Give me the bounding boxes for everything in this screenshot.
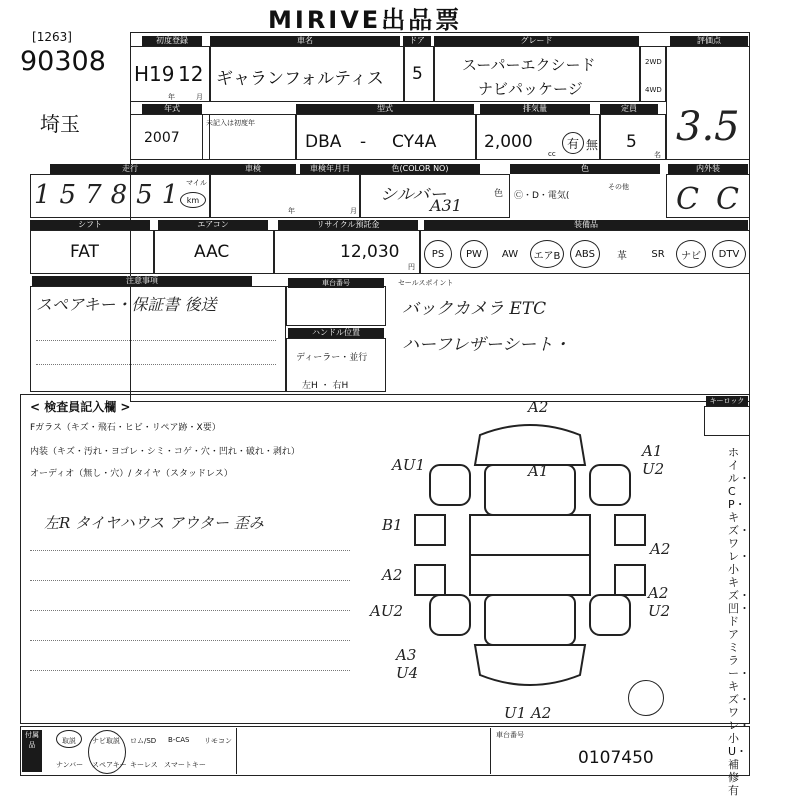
shaken-year-unit: 年 (288, 207, 295, 215)
interior-row: 内装（キズ・汚れ・ヨゴレ・シミ・コゲ・穴・凹れ・破れ・剥れ） (30, 447, 300, 457)
door-count: 5 (412, 64, 423, 84)
equip-dtv: DTV (712, 240, 746, 268)
mark-right-door: A2 (650, 540, 671, 558)
notes-line (36, 340, 276, 341)
equip-pw: PW (460, 240, 488, 268)
acc-navi-manual: ナビ取説 (92, 737, 120, 745)
mark-left-door-front: B1 (382, 516, 403, 534)
grade-line1: スーパーエクシード (462, 56, 596, 74)
acc-manual-circle (56, 730, 82, 748)
color-code: A31 (430, 196, 462, 215)
seats-unit: 名 (654, 151, 661, 159)
mark-left-tail: A3 (396, 646, 417, 664)
unit-year: 年 (168, 93, 175, 101)
score-value: 3.5 (676, 104, 740, 150)
year-value: 2007 (144, 130, 180, 146)
equip-abs: ABS (570, 240, 600, 268)
header-inspection-date: 車検年月日 (300, 164, 360, 174)
acc-rom: ロム/SD (130, 737, 157, 745)
displacement-value: 2,000 (484, 132, 533, 152)
displacement-unit: cc (548, 150, 556, 158)
seats-value: 5 (626, 132, 637, 152)
header-mileage: 走行 (50, 164, 210, 174)
year-note: 未記入は初度年 (206, 119, 255, 127)
key-cell (704, 406, 750, 436)
sales-header: セールスポイント (398, 279, 454, 287)
has-circle: 有 (562, 132, 584, 154)
inspector-line (30, 550, 350, 551)
shaken-cell (210, 174, 360, 218)
header-body-type: 型式 (296, 104, 474, 114)
region: 埼玉 (40, 112, 80, 136)
header-inspect-mid: 車台番号 (288, 278, 384, 288)
mark-left-door-rear: A2 (382, 566, 403, 584)
inspector-line (30, 640, 350, 641)
first-reg-month: 12 (178, 62, 204, 86)
mark-right-front: A1 (642, 442, 663, 460)
inspector-title: < 検査員記入欄 > (30, 400, 131, 414)
header-grade: グレード (434, 36, 639, 46)
mark-right-rear: A2 (648, 584, 669, 602)
sales-line2: ハーフレザーシート・ (402, 335, 571, 355)
side-legend: ホイル・CP・キズ・ワレ・小キズ・凹・ドアミラー・キズ・ワレ・小U・補修有 (728, 446, 750, 797)
header-doors: ドア (403, 36, 431, 46)
equip-other: その他 (608, 183, 629, 191)
header-color-no: 色(COLOR NO) (360, 164, 480, 174)
lot-number: 90308 (20, 46, 106, 77)
mileage-digits: 157851 (34, 180, 188, 210)
equip-cd: Ⓒ・D・電気( (514, 191, 570, 201)
chassis-number: 0107450 (578, 748, 654, 768)
header-first-reg: 初度登録 (142, 36, 202, 46)
equip-navi: ナビ (676, 240, 706, 268)
mileage-km: km (180, 192, 206, 208)
dealer-label: ディーラー・並行 (296, 353, 368, 363)
equip-aw: AW (501, 248, 519, 260)
notes-line (36, 364, 276, 365)
bottom-side-label: 付属品 (22, 730, 42, 772)
inspector-line (30, 580, 350, 581)
glass-row: Fガラス（キズ・飛石・ヒビ・リペア跡・X要） (30, 423, 221, 433)
acc-spare-key: スペアキー (92, 761, 127, 769)
header-aircon: エアコン (158, 220, 268, 230)
score-sub1: C (676, 182, 699, 217)
equip-sr: SR (651, 248, 665, 260)
header-key: キーロック (706, 396, 748, 406)
lot-box: [1263] (32, 30, 72, 44)
mark-hood: A1 (528, 462, 549, 480)
bottom-divider (490, 728, 491, 774)
mark-right-rear-u: U2 (648, 602, 671, 620)
bottom-divider (236, 728, 237, 774)
header-handle: ハンドル位置 (288, 328, 384, 338)
mark-left-tail-u: U4 (396, 664, 419, 682)
chassis-label: 車台番号 (496, 731, 524, 739)
mark-rear: U1 A2 (504, 704, 552, 722)
acc-keyless: キーレス (130, 761, 158, 769)
none-label: 無 (586, 138, 599, 152)
shaken-month-unit: 月 (350, 207, 357, 215)
inspector-line (30, 610, 350, 611)
mark-left-front: AU1 (392, 456, 426, 474)
inspector-line (30, 670, 350, 671)
color-unit: 色 (494, 189, 504, 199)
score-sub2: C (716, 182, 739, 217)
grade-line2: ナビパッケージ (478, 80, 583, 98)
body-dash: - (360, 132, 367, 152)
header-shaken: 車検 (210, 164, 296, 174)
header-interior-exterior: 内外装 (668, 164, 748, 174)
header-year: 年式 (142, 104, 202, 114)
header-recycle: リサイクル預託金 (278, 220, 418, 230)
acc-smart-key: スマートキー (164, 761, 206, 769)
recycle-unit: 円 (408, 263, 415, 271)
equip-ps: PS (424, 240, 452, 268)
recycle-value: 12,030 (340, 242, 400, 262)
chassis-mid-cell (286, 286, 386, 326)
header-score: 評価点 (670, 36, 748, 46)
equip-leather: 革 (617, 250, 627, 262)
handle-label: 左H ・ 右H (302, 381, 349, 391)
acc-manual: 取説 (62, 737, 76, 745)
aircon-value: AAC (194, 242, 230, 262)
header-model: 車名 (210, 36, 400, 46)
car-diagram (410, 405, 650, 705)
header-equipment: 装備品 (424, 220, 748, 230)
audio-row: オーディオ（無し・穴）/ タイヤ（スタッドレス） (30, 469, 233, 479)
inspector-note: 左R タイヤハウス アウター 歪み (44, 514, 264, 532)
first-reg-year: H19 (134, 62, 175, 86)
spare-tire-icon (628, 680, 664, 716)
header-notes: 注意事項 (32, 276, 252, 286)
equipment-list (424, 240, 748, 268)
equip-airbag: エアB (530, 240, 564, 268)
body-code: CY4A (392, 132, 437, 152)
sales-line1: バックカメラ ETC (402, 299, 547, 319)
color-name: シルバー (380, 185, 447, 205)
mark-right-front-u: U2 (642, 460, 665, 478)
header-equipment-top: 色 (510, 164, 660, 174)
drive-4wd: 4WD (645, 86, 662, 94)
body-prefix: DBA (305, 132, 342, 152)
mileage-mile: マイル (186, 179, 207, 187)
document-title: MIRIVE出品票 (268, 6, 463, 34)
drive-2wd: 2WD (645, 58, 662, 66)
header-shift: シフト (30, 220, 150, 230)
model-name: ギャランフォルティス (216, 69, 384, 89)
notes-text: スペアキー・保証書 後送 (36, 295, 217, 314)
acc-remote: リモコン (204, 737, 232, 745)
unit-month: 月 (196, 93, 203, 101)
mark-left-rear: AU2 (370, 602, 404, 620)
header-displacement: 排気量 (480, 104, 590, 114)
acc-number: ナンバー (56, 761, 84, 769)
mark-front-top: A2 (528, 398, 549, 416)
header-seats: 定員 (600, 104, 658, 114)
acc-bcas: B-CAS (168, 736, 190, 744)
shift-value: FAT (70, 242, 99, 262)
acc-spare-circle (88, 730, 126, 774)
